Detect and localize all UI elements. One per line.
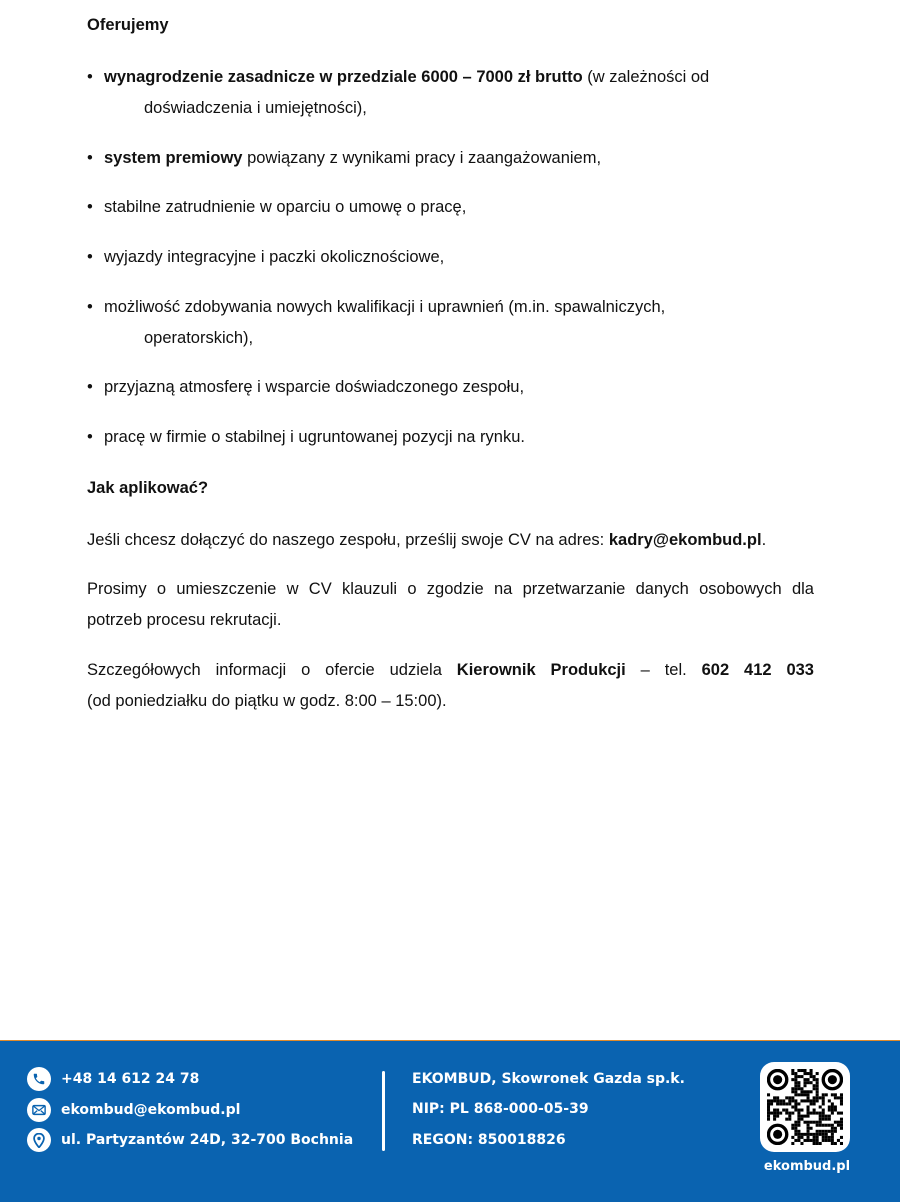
- offer-item-text: możliwość zdobywania nowych kwalifikacji i uprawnień (m.in. spawalniczych,: [104, 298, 666, 316]
- offer-item-text: wyjazdy integracyjne i paczki okolicznościowe,: [104, 248, 445, 266]
- offer-item-bold: wynagrodzenie zasadnicze w przedziale 6000 – 7000 zł brutto: [104, 68, 583, 86]
- contact-paragraph: [87, 655, 814, 717]
- apply-text-end: .: [761, 531, 767, 549]
- offer-item-text: (w zależności od: [582, 68, 710, 86]
- contact-line-1: [87, 655, 814, 686]
- offer-item-text: stabilne zatrudnienie w oparciu o umowę o pracę,: [104, 198, 467, 216]
- offer-item-text: powiązany z wynikami pracy i zaangażowaniem,: [242, 149, 602, 167]
- contact-text: Szczegółowych informacji o ofercie udziela: [87, 661, 457, 679]
- offer-item-text: przyjazną atmosferę i wsparcie doświadczonego zespołu,: [104, 378, 525, 396]
- company-nip: NIP: PL 868-000-05-39: [412, 1101, 589, 1117]
- offer-item: [87, 422, 814, 453]
- footer-divider: [382, 1071, 385, 1151]
- offer-item-continuation: doświadczenia i umiejętności),: [144, 99, 367, 117]
- apply-heading: Jak aplikować?: [87, 479, 209, 497]
- consent-line-2: potrzeb procesu rekrutacji.: [87, 611, 282, 629]
- contact-role: Kierownik Produkcji: [456, 661, 626, 679]
- website-link[interactable]: ekombud.pl: [763, 1159, 851, 1174]
- footer-address-text: ul. Partyzantów 24D, 32-700 Bochnia: [61, 1132, 354, 1148]
- bullet-icon: •: [87, 428, 93, 446]
- bullet-icon: •: [87, 248, 93, 266]
- footer-email[interactable]: [27, 1098, 240, 1122]
- offer-heading: Oferujemy: [87, 16, 169, 34]
- company-regon: REGON: 850018826: [412, 1132, 566, 1148]
- contact-tel-label: – tel.: [625, 661, 702, 679]
- contact-line-2: (od poniedziałku do piątku w godz. 8:00 – 15:00).: [87, 692, 447, 710]
- bullet-icon: •: [87, 68, 93, 86]
- contact-phone[interactable]: 602 412 033: [701, 661, 814, 679]
- offer-item: [87, 62, 814, 124]
- offer-item-continuation: operatorskich),: [144, 329, 254, 347]
- offer-item: [87, 143, 814, 174]
- qr-code-icon: [767, 1069, 843, 1145]
- qr-code[interactable]: [760, 1062, 850, 1152]
- consent-paragraph: [87, 574, 814, 636]
- offer-item: [87, 292, 814, 354]
- footer-phone-text: +48 14 612 24 78: [61, 1071, 200, 1087]
- bullet-icon: •: [87, 298, 93, 316]
- offer-item: [87, 372, 814, 403]
- offer-item: [87, 242, 814, 273]
- hr-email-link[interactable]: kadry@ekombud.pl: [608, 531, 762, 549]
- footer-email-text: ekombud@ekombud.pl: [61, 1102, 241, 1118]
- phone-icon: [27, 1067, 51, 1091]
- offer-item-bold: system premiowy: [104, 149, 243, 167]
- bullet-icon: •: [87, 198, 93, 216]
- consent-line-1: Prosimy o umieszczenie w CV klauzuli o zgodzie na przetwarzanie danych osobowych dla: [87, 580, 814, 598]
- offer-item: [87, 192, 814, 223]
- bullet-icon: •: [87, 149, 93, 167]
- footer-phone[interactable]: [27, 1067, 199, 1091]
- apply-text: Jeśli chcesz dołączyć do naszego zespołu, prześlij swoje CV na adres:: [87, 531, 609, 549]
- location-pin-icon: [27, 1128, 51, 1152]
- offer-item-text: pracę w firmie o stabilnej i ugruntowanej pozycji na rynku.: [104, 428, 525, 446]
- footer-address: [27, 1128, 353, 1152]
- apply-paragraph: [87, 525, 814, 556]
- company-name: EKOMBUD, Skowronek Gazda sp.k.: [412, 1071, 685, 1087]
- bullet-icon: •: [87, 378, 93, 396]
- envelope-icon: [27, 1098, 51, 1122]
